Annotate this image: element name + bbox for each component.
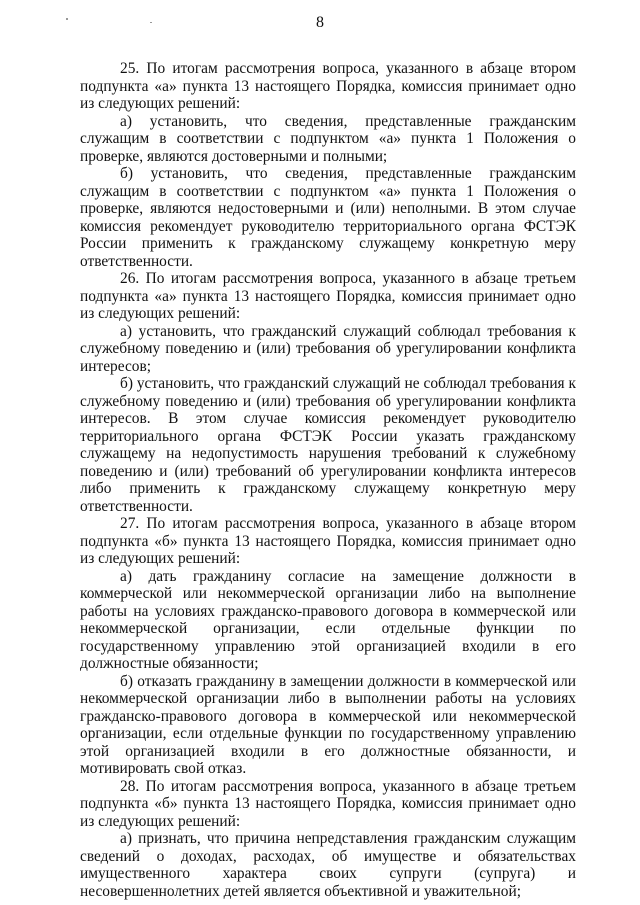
- paragraph-27-intro: 27. По итогам рассмотрения вопроса, указанного в абзаце втором подпункта «б» пункта 13 настоящего Порядка, комиссия принимает одно из следующих решений:: [80, 515, 576, 567]
- paragraph-27-a: а) дать гражданину согласие на замещение должности в коммерческой или некоммерческой организации либо на выполнение работы на условиях гражданско-правового договора в коммерческой или некоммерческой организации, если отдельные функции по государственному управлению этой организацией входили в его должностные обязанности;: [80, 567, 576, 672]
- paragraph-26-a: а) установить, что гражданский служащий соблюдал требования к служебному поведению и (или) требования об урегулировании конфликта интересов;: [80, 322, 576, 375]
- paragraph-26-b: б) установить, что гражданский служащий не соблюдал требования к служебному поведению и (или) требования об урегулировании конфликта интересов. В этом случае комиссия рекомендует руководителю территориального органа ФСТЭК России указать гражданскому служащему на недопустимость нарушения требований к служебному поведению и (или) требований об урегулировании конфликта интересов либо применить к гражданскому служащему конкретную меру ответственности.: [80, 375, 576, 515]
- document-body: [80, 60, 576, 900]
- paragraph-25-b: б) установить, что сведения, представленные гражданским служащим в соответствии с подпунктом «а» пункта 1 Положения о проверке, являются недостоверными и (или) неполными. В этом случае комиссия рекомендует руководителю территориального органа ФСТЭК России применить к гражданскому служащему конкретную меру ответственности.: [80, 165, 576, 270]
- page-number: 8: [316, 14, 324, 31]
- paragraph-27-b: б) отказать гражданину в замещении должности в коммерческой или некоммерческой организации либо в выполнении работы на условиях гражданско-правового договора в коммерческой или некоммерческой организации, если отдельные функции по государственному управлению этой организацией входили в его должностные обязанности, и мотивировать свой отказ.: [80, 672, 576, 777]
- paragraph-25-intro: 25. По итогам рассмотрения вопроса, указанного в абзаце втором подпункта «а» пункта 13 настоящего Порядка, комиссия принимает одно из следующих решений:: [80, 60, 576, 112]
- paragraph-26-intro: 26. По итогам рассмотрения вопроса, указанного в абзаце третьем подпункта «а» пункта 13 настоящего Порядка, комиссия принимает одно из следующих решений:: [80, 270, 576, 322]
- paragraph-28-intro: 28. По итогам рассмотрения вопроса, указанного в абзаце третьем подпункта «б» пункта 13 настоящего Порядка, комиссия принимает одно из следующих решений:: [80, 777, 576, 830]
- paragraph-28-a: а) признать, что причина непредставления гражданским служащим сведений о доходах, расходах, об имуществе и обязательствах имущественного характера своих супруги (супруга) и несовершеннолетних детей является объективной и уважительной;: [80, 830, 576, 900]
- paragraph-25-a: а) установить, что сведения, представленные гражданским служащим в соответствии с подпунктом «а» пункта 1 Положения о проверке, являются достоверными и полными;: [80, 112, 576, 165]
